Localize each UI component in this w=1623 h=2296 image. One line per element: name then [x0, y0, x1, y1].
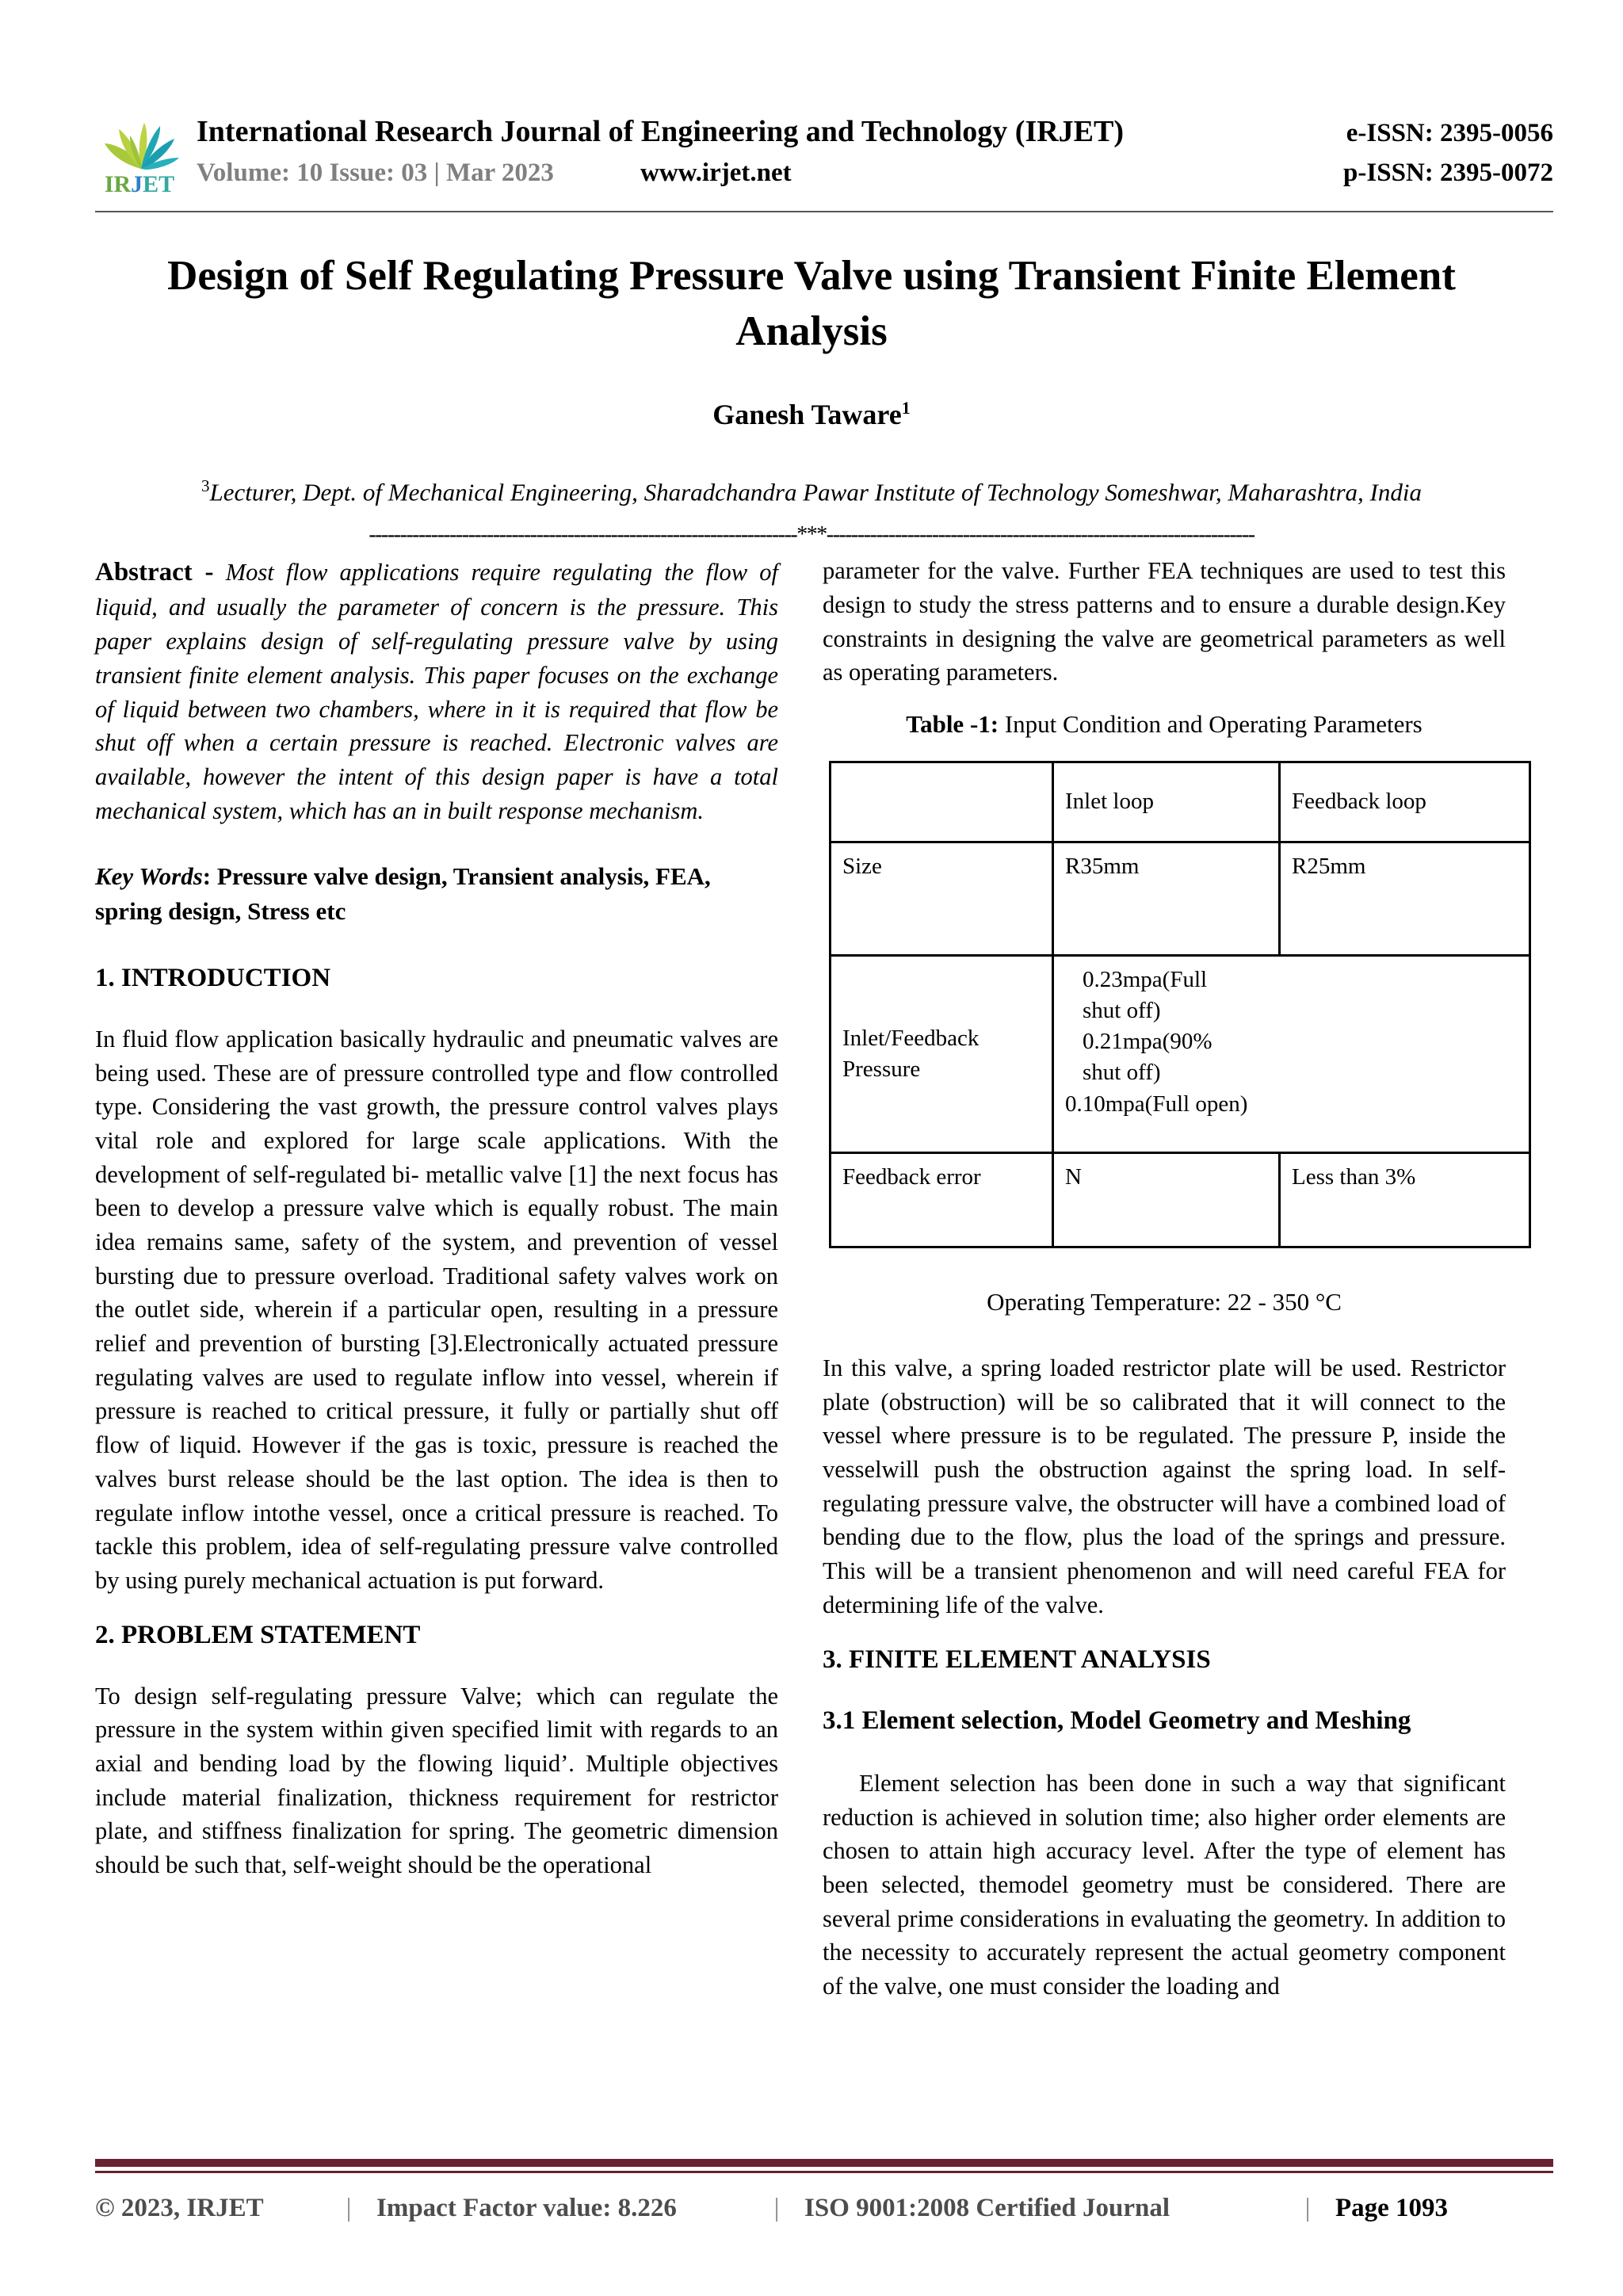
- table-caption: [823, 710, 1506, 739]
- table-row: [831, 1153, 1530, 1247]
- footer-content: [95, 2173, 1553, 2296]
- table-header-blank: [831, 762, 1053, 842]
- heading-finite-element-analysis: 3. FINITE ELEMENT ANALYSIS: [823, 1645, 1211, 1674]
- heading-introduction: 1. INTRODUCTION: [95, 964, 331, 993]
- volume-issue: Volume: 10 Issue: 03 | Mar 2023: [197, 158, 554, 187]
- author-name: [166, 398, 1457, 431]
- body-columns: [0, 549, 1623, 2003]
- pressure-line-2: shut off): [1083, 998, 1161, 1024]
- page-footer: [0, 2159, 1623, 2296]
- table-cell-size-label: Size: [831, 842, 1053, 956]
- footer-separator-3: |: [1304, 2194, 1311, 2222]
- table-row: [831, 842, 1530, 956]
- logo-letters-et: ET: [143, 170, 175, 197]
- affiliation-text: Lecturer, Dept. of Mechanical Engineering, Sharadchandra Pawar Institute of Technology Someshwar, Maharashtra, India: [209, 478, 1422, 506]
- footer-impact-factor: Impact Factor value: 8.226: [376, 2194, 677, 2222]
- section-separator: ---------------------------------------------------------------------***---------------------------------------------------------------------: [369, 522, 1254, 548]
- affiliation-footnote-marker: 3: [200, 476, 210, 495]
- valve-description-paragraph: In this valve, a spring loaded restrictor plate will be used. Restrictor plate (obstruction) will be so calibrated that it will connect to the vessel where pressure is to be regulated. The pressure P, inside the vesselwill push the obstruction against the spring load. In self-regulating pressure valve, the obstructer will have a combined load of bending due to the flow, plus the load of the springs and pressure. This will be a transient phenomenon and will need careful FEA for determining life of the valve.: [823, 1354, 1506, 1618]
- keywords-paragraph: [95, 859, 778, 928]
- irjet-wordmark: [97, 170, 182, 197]
- footer-iso-certification: ISO 9001:2008 Certified Journal: [804, 2194, 1170, 2222]
- journal-website-link[interactable]: www.irjet.net: [640, 158, 792, 187]
- keywords-text: : Pressure valve design, Transient analysis, FEA, spring design, Stress etc: [95, 862, 711, 925]
- journal-title: International Research Journal of Engineering and Technology (IRJET): [197, 114, 1125, 148]
- continuation-paragraph: parameter for the valve. Further FEA techniques are used to test this design to study the stress patterns and to ensure a durable design.Key constraints in designing the valve are geometrical parameters as well as operating parameters.: [823, 557, 1506, 686]
- table-caption-label: Table -1:: [906, 710, 999, 738]
- table-header-inlet-loop: Inlet loop: [1053, 762, 1280, 842]
- introduction-paragraph: In fluid flow application basically hydraulic and pneumatic valves are being used. These are of pressure controlled type and flow controlled type. Considering the vast growth, the pressure control valves plays vital role and explored for large scale applications. With the development of self-regulated bi- metallic valve [1] the next focus has been to develop a pressure valve which is equally robust. The main idea remains same, safety of the system, and prevention of vessel bursting due to pressure overload. Traditional safety valves work on the outlet side, wherein if a particular open, resulting in a pressure relief and prevention of bursting [3].Electronically actuated pressure regulating valves are used to regulate inflow into vessel, wherein if pressure is reached to critical pressure, it fully or partially shut off flow of liquid. However if the gas is toxic, pressure is reached the valves burst release should be the last option. The idea is then to regulate inflow intothe vessel, once a critical pressure is reached. To tackle this problem, idea of self-regulating pressure valve controlled by using purely mechanical actuation is put forward.: [95, 1025, 778, 1594]
- table-cell-feedback-error-inlet: N: [1053, 1153, 1280, 1247]
- pressure-line-5: 0.10mpa(Full open): [1065, 1091, 1248, 1117]
- keywords-label: Key Words: [95, 862, 203, 891]
- operating-temperature-note: Operating Temperature: 22 - 350 °C: [987, 1288, 1342, 1316]
- footer-page-number: Page 1093: [1335, 2194, 1449, 2222]
- footer-copyright: © 2023, IRJET: [95, 2194, 264, 2222]
- pressure-line-3: 0.21mpa(90%: [1083, 1029, 1212, 1055]
- title-block: [0, 212, 1623, 510]
- irjet-logo: [95, 105, 182, 197]
- table-cell-size-inlet: R35mm: [1053, 842, 1280, 956]
- masthead-row-bottom: [197, 159, 1553, 188]
- journal-masthead: [0, 0, 1623, 198]
- author-label: Ganesh Taware: [712, 398, 902, 430]
- heading-problem-statement: 2. PROBLEM STATEMENT: [95, 1620, 421, 1649]
- table-cell-pressure-label: Inlet/Feedback Pressure: [831, 956, 1053, 1153]
- element-selection-paragraph: Element selection has been done in such a way that significant reduction is achieved in solution time; also higher order elements are chosen to attain high accuracy level. After the type of element has been selected, themodel geometry must be considered. There are several prime considerations in evaluating the geometry. In addition to the necessity to accurately represent the actual geometry component of the valve, one must consider the loading and: [823, 1769, 1506, 2000]
- pressure-line-1: 0.23mpa(Full: [1083, 967, 1208, 992]
- footer-divider: [95, 2159, 1553, 2173]
- pressure-line-4: shut off): [1083, 1060, 1161, 1086]
- table-header-feedback-loop: Feedback loop: [1280, 762, 1530, 842]
- table-row: [831, 956, 1530, 1153]
- abstract-text: Most flow applications require regulating the flow of liquid, and usually the parameter of concern is the pressure. This paper explains design of self-regulating pressure valve by using transient finite element analysis. This paper focuses on the exchange of liquid between two chambers, where in it is required that flow be shut off when a certain pressure is reached. Electronic valves are available, however the intent of this design paper is have a total mechanical system, which has an in built response mechanism.: [95, 559, 778, 824]
- table-cell-size-feedback: R25mm: [1280, 842, 1530, 956]
- footer-separator-1: |: [346, 2194, 352, 2222]
- abstract-label: Abstract -: [95, 558, 214, 587]
- author-footnote-marker: 1: [901, 397, 911, 418]
- left-column: [95, 554, 778, 2003]
- logo-letters-ir: IR: [104, 170, 132, 197]
- input-parameters-table: [829, 761, 1531, 1248]
- problem-statement-paragraph: To design self-regulating pressure Valve; which can regulate the pressure in the system within given specified limit with regards to an axial and bending load by the flowing liquid’. Multiple objectives include material finalization, thickness requirement for restrictor plate, and stiffness finalization for spring. The geometric dimension should be such that, self-weight should be the operational: [95, 1682, 778, 1878]
- table-caption-text: Input Condition and Operating Parameters: [999, 710, 1423, 738]
- abstract-paragraph: [95, 554, 778, 827]
- p-issn: p-ISSN: 2395-0072: [1343, 158, 1553, 187]
- table-cell-feedback-error-label: Feedback error: [831, 1153, 1053, 1247]
- author-affiliation: [166, 475, 1457, 510]
- table-cell-pressure-values: [1053, 956, 1530, 1153]
- heading-element-selection: 3.1 Element selection, Model Geometry and Meshing: [823, 1706, 1411, 1736]
- logo-letters-j: J: [131, 170, 143, 197]
- footer-separator-2: |: [773, 2194, 780, 2222]
- leaf-fan-icon: [100, 105, 182, 170]
- masthead-text: [197, 114, 1553, 188]
- table-cell-feedback-error-feedback: Less than 3%: [1280, 1153, 1530, 1247]
- masthead-row-top: [197, 114, 1553, 149]
- page-title: Design of Self Regulating Pressure Valve using Transient Finite Element Analysis: [167, 253, 1456, 354]
- table-header-row: [831, 762, 1530, 842]
- e-issn: e-ISSN: 2395-0056: [1346, 118, 1553, 147]
- right-column: [823, 554, 1506, 2003]
